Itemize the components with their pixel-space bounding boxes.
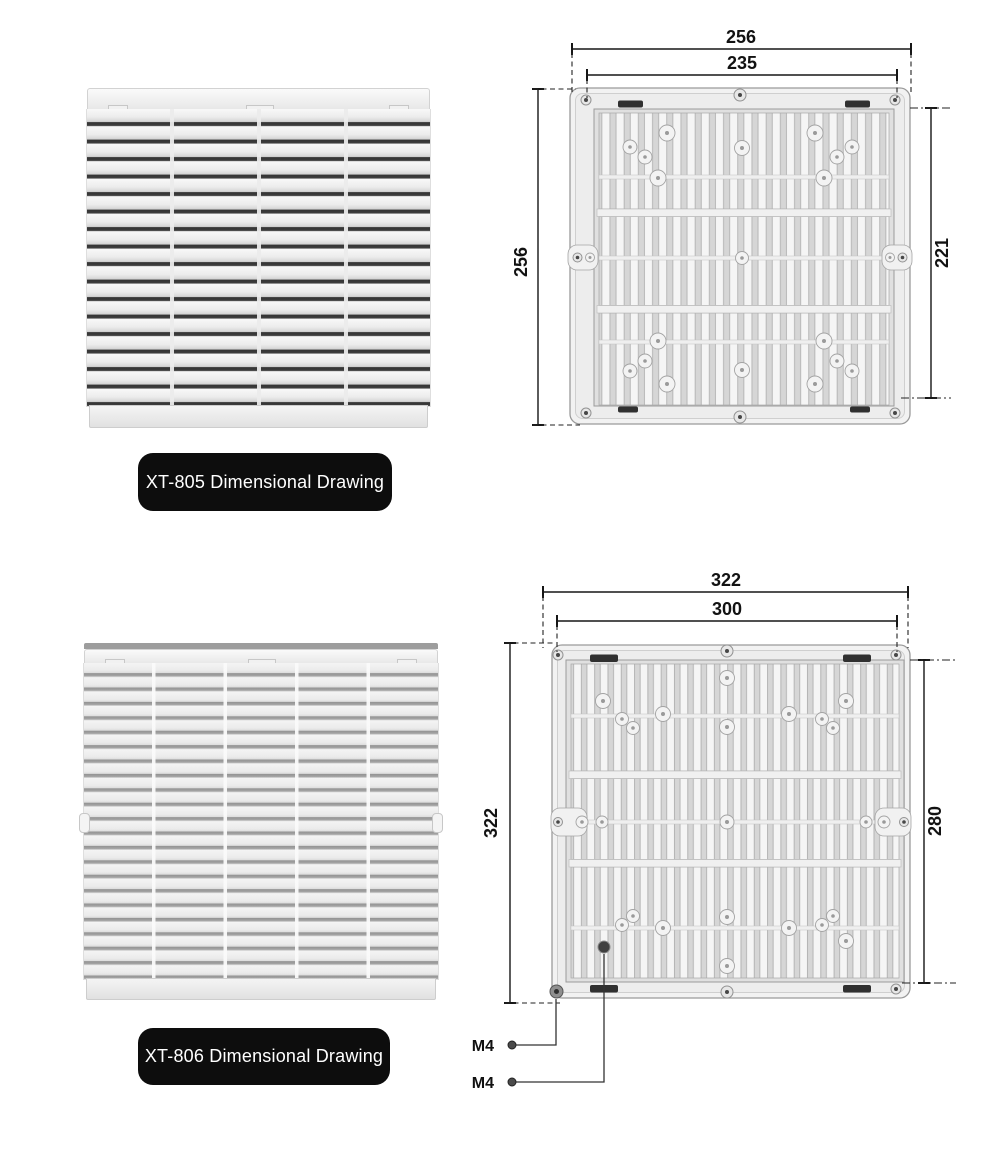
xt805-front-photo [85, 88, 432, 428]
xt806-front-photo [82, 643, 440, 1000]
xt805-inner-height-label: 221 [932, 237, 952, 269]
xt805-outer-width-label: 256 [725, 27, 757, 47]
grille-top-cap [87, 88, 430, 111]
xt805-inner-width-label: 235 [726, 53, 758, 73]
xt806-inner-width-label: 300 [711, 599, 743, 619]
xt806-outer-width-label: 322 [710, 570, 742, 590]
xt806-rear-drawing [440, 560, 970, 1105]
m4-callout-1-label: M4 [471, 1038, 494, 1055]
m4-callout-1-dot [508, 1041, 516, 1049]
grille-side-tab-left [79, 813, 90, 833]
xt805-badge-text: XT-805 Dimensional Drawing [145, 471, 385, 492]
grille-louvers [86, 109, 431, 407]
xt805-label-badge [138, 453, 392, 511]
xt806-outer-height-label: 322 [481, 807, 501, 839]
m4-inner-hole [598, 941, 610, 953]
grille-base [89, 405, 428, 428]
xt806-dim-inner-width [557, 599, 897, 652]
grille-louvers [83, 663, 439, 980]
xt805-outer-height-label: 256 [511, 246, 531, 278]
m4-callout-2-label: M4 [471, 1075, 494, 1092]
xt806-dim-outer-height [481, 643, 560, 1003]
xt805-rear-drawing [500, 20, 970, 450]
xt806-label-badge [138, 1028, 390, 1085]
xt806-badge-text: XT-806 Dimensional Drawing [144, 1046, 384, 1066]
xt806-inner-height-label: 280 [925, 805, 945, 837]
m4-callout-2-dot [508, 1078, 516, 1086]
m4-callout-1 [472, 999, 556, 1055]
grille-base [86, 978, 436, 1000]
